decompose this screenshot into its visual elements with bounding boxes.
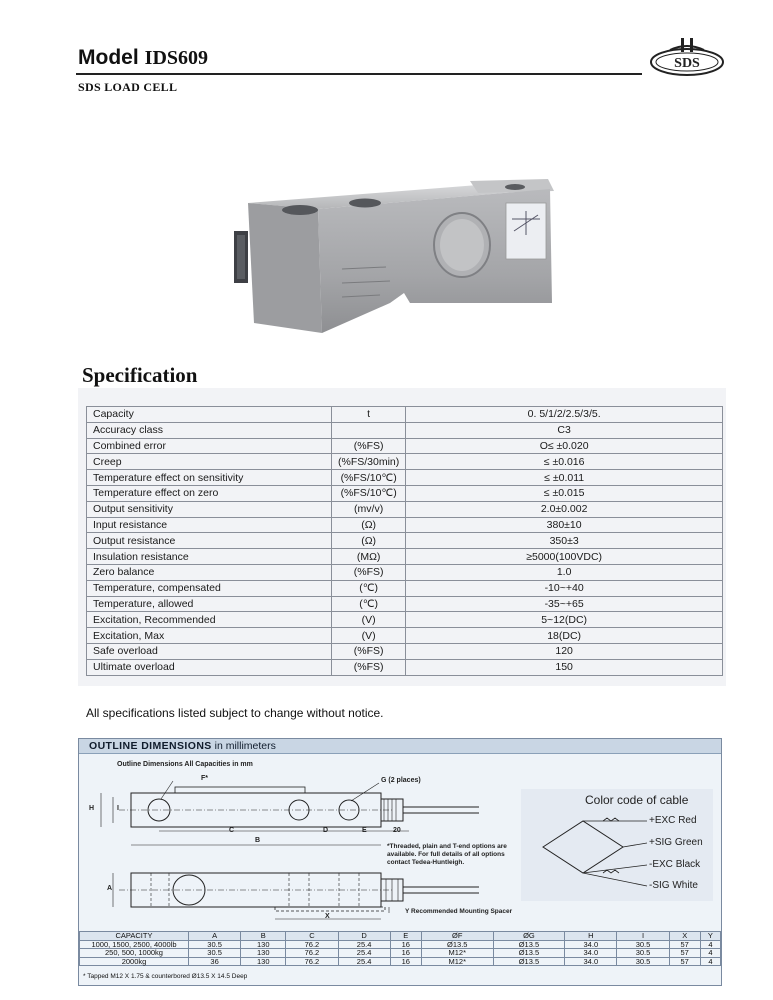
dimensions-cell: Ø13.5 [493, 949, 565, 958]
dimensions-cell: 25.4 [338, 949, 390, 958]
dimensions-cell: M12* [421, 957, 493, 966]
dimensions-cell: Ø13.5 [493, 940, 565, 949]
dim-label-20: 20 [393, 827, 401, 834]
logo-text: SDS [674, 56, 700, 71]
dimensions-cell: 30.5 [617, 957, 669, 966]
spec-value: 18(DC) [406, 628, 723, 644]
dimensions-cell: 16 [390, 957, 421, 966]
spec-name: Temperature, allowed [87, 596, 332, 612]
spec-unit: (MΩ) [332, 549, 406, 565]
dimensions-cell: 1000, 1500, 2500, 4000lb [80, 940, 189, 949]
dimensions-cell: 130 [241, 949, 286, 958]
spec-name: Excitation, Max [87, 628, 332, 644]
dimensions-cell: 36 [189, 957, 241, 966]
spec-row [87, 596, 723, 612]
spec-name: Input resistance [87, 517, 332, 533]
dim-label-x: X [325, 913, 330, 920]
spec-unit: (%FS/10℃) [332, 485, 406, 501]
spec-name: Accuracy class [87, 422, 332, 438]
spec-value: O≤ ±0.020 [406, 438, 723, 454]
mounting-spacer-note: Y Recommended Mounting Spacer [405, 908, 513, 915]
spec-row [87, 407, 723, 423]
dimensions-header-cell: C [286, 932, 338, 941]
cable-wire-sig-neg: -SIG White [649, 880, 698, 891]
dimensions-cell: 4 [700, 957, 720, 966]
dimensions-cell: 57 [669, 957, 700, 966]
spec-value: -35~+65 [406, 596, 723, 612]
spec-value: ≤ ±0.015 [406, 485, 723, 501]
dim-label-b: B [255, 837, 261, 844]
dimensions-cell: M12* [421, 949, 493, 958]
spec-value: -10~+40 [406, 580, 723, 596]
spec-row [87, 612, 723, 628]
spec-name: Insulation resistance [87, 549, 332, 565]
dimensions-cell: 130 [241, 940, 286, 949]
dimensions-cell: 130 [241, 957, 286, 966]
dimensions-header-row [80, 932, 721, 941]
spec-name: Combined error [87, 438, 332, 454]
dimensions-header-cell: A [189, 932, 241, 941]
dimensions-cell: 16 [390, 940, 421, 949]
dimensions-header-cell: ØG [493, 932, 565, 941]
dim-label-a: A [107, 885, 113, 892]
dimensions-cell: 57 [669, 940, 700, 949]
dimensions-cell: 34.0 [565, 940, 617, 949]
dimensions-cell: 30.5 [617, 940, 669, 949]
dimensions-header-cell: I [617, 932, 669, 941]
dimensions-row [80, 940, 721, 949]
dim-label-h: H [89, 805, 95, 812]
spec-unit: (%FS) [332, 659, 406, 675]
spec-row [87, 549, 723, 565]
spec-unit: (%FS) [332, 564, 406, 580]
spec-name: Capacity [87, 407, 332, 423]
spec-row [87, 438, 723, 454]
spec-value: ≤ ±0.016 [406, 454, 723, 470]
dimensions-cell: 34.0 [565, 957, 617, 966]
dimensions-table [79, 931, 721, 966]
spec-unit: (mv/v) [332, 501, 406, 517]
spec-name: Output sensitivity [87, 501, 332, 517]
spec-unit: (%FS/10℃) [332, 470, 406, 486]
dimensions-header-cell: D [338, 932, 390, 941]
outline-options-note: *Threaded, plain and T-end options are available. For full details of all options contact Tedea-Huntleigh. [387, 843, 507, 866]
spec-name: Zero balance [87, 564, 332, 580]
spec-name: Safe overload [87, 643, 332, 659]
dimensions-cell: 57 [669, 949, 700, 958]
spec-name: Ultimate overload [87, 659, 332, 675]
dimensions-cell: 30.5 [189, 949, 241, 958]
cable-wire-exc-neg: -EXC Black [649, 859, 701, 870]
cable-wire-exc-pos: +EXC Red [649, 815, 697, 826]
spec-unit [332, 422, 406, 438]
dimensions-header-cell: B [241, 932, 286, 941]
dimensions-cell: 2000kg [80, 957, 189, 966]
dimensions-cell: 76.2 [286, 957, 338, 966]
spec-unit: (%FS) [332, 438, 406, 454]
dim-label-f: F* [201, 775, 208, 782]
outline-subheading: Outline Dimensions All Capacities in mm [117, 761, 253, 768]
outline-heading-units: in millimeters [214, 740, 276, 752]
dimensions-cell: 4 [700, 949, 720, 958]
dim-label-d: D [323, 827, 329, 834]
dimensions-header-cell: X [669, 932, 700, 941]
dimensions-cell: 250, 500, 1000kg [80, 949, 189, 958]
load-cell-photo [230, 175, 560, 345]
outline-dimensions-panel [78, 738, 722, 986]
dimensions-cell: 76.2 [286, 940, 338, 949]
outline-header-bar [79, 739, 721, 754]
dimensions-cell: Ø13.5 [421, 940, 493, 949]
cable-color-code [521, 789, 713, 901]
spec-row [87, 580, 723, 596]
spec-unit: t [332, 407, 406, 423]
model-label: Model [78, 46, 139, 69]
change-notice: All specifications listed subject to change without notice. [86, 706, 384, 720]
spec-name: Excitation, Recommended [87, 612, 332, 628]
outline-heading [89, 740, 276, 752]
model-number: IDS609 [144, 47, 209, 69]
dim-label-i: I [117, 805, 119, 812]
spec-value: 120 [406, 643, 723, 659]
spec-value: 150 [406, 659, 723, 675]
spec-name: Temperature effect on sensitivity [87, 470, 332, 486]
dimensions-cell: 76.2 [286, 949, 338, 958]
spec-value: 380±10 [406, 517, 723, 533]
cable-color-title: Color code of cable [585, 793, 689, 807]
dimensions-header-cell: Y [700, 932, 720, 941]
spec-value: 0. 5/1/2/2.5/3/5. [406, 407, 723, 423]
spec-row [87, 454, 723, 470]
page-subtitle: SDS LOAD CELL [78, 80, 178, 94]
outline-heading-bold: OUTLINE DIMENSIONS [89, 740, 212, 752]
dim-label-g: G (2 places) [381, 777, 421, 784]
spec-row [87, 422, 723, 438]
spec-row [87, 643, 723, 659]
dimensions-row [80, 957, 721, 966]
spec-value: C3 [406, 422, 723, 438]
spec-name: Creep [87, 454, 332, 470]
spec-value: ≤ ±0.011 [406, 470, 723, 486]
spec-value: 350±3 [406, 533, 723, 549]
spec-row [87, 501, 723, 517]
specification-table [86, 406, 723, 676]
page-title [78, 46, 208, 70]
dim-label-c: C [229, 827, 235, 834]
spec-unit: (%FS) [332, 643, 406, 659]
spec-value: 1.0 [406, 564, 723, 580]
dimensions-header-cell: ØF [421, 932, 493, 941]
spec-row [87, 564, 723, 580]
tapped-footnote: * Tapped M12 X 1.75 & counterbored Ø13.5 X 14.5 Deep [83, 973, 248, 980]
spec-unit: (Ω) [332, 517, 406, 533]
dimensions-cell: 25.4 [338, 940, 390, 949]
spec-row [87, 628, 723, 644]
outline-drawing [79, 753, 519, 931]
spec-row [87, 517, 723, 533]
specification-panel [78, 388, 726, 686]
specification-title: Specification [82, 363, 198, 387]
dimensions-cell: 34.0 [565, 949, 617, 958]
cable-wire-sig-pos: +SIG Green [649, 837, 703, 848]
spec-unit: (V) [332, 612, 406, 628]
dim-label-e: E [362, 827, 367, 834]
spec-name: Temperature, compensated [87, 580, 332, 596]
header-rule [76, 73, 642, 75]
spec-name: Temperature effect on zero [87, 485, 332, 501]
spec-value: ≥5000(100VDC) [406, 549, 723, 565]
spec-unit: (%FS/30min) [332, 454, 406, 470]
dimensions-header-cell: E [390, 932, 421, 941]
spec-unit: (℃) [332, 596, 406, 612]
dimensions-cell: 30.5 [189, 940, 241, 949]
dimensions-header-cell: H [565, 932, 617, 941]
spec-name: Output resistance [87, 533, 332, 549]
spec-row [87, 533, 723, 549]
dimensions-cell: 30.5 [617, 949, 669, 958]
dimensions-row [80, 949, 721, 958]
spec-row [87, 470, 723, 486]
spec-row [87, 485, 723, 501]
dimensions-cell: 16 [390, 949, 421, 958]
spec-unit: (V) [332, 628, 406, 644]
spec-unit: (℃) [332, 580, 406, 596]
spec-unit: (Ω) [332, 533, 406, 549]
spec-value: 5~12(DC) [406, 612, 723, 628]
dimensions-header-cell: CAPACITY [80, 932, 189, 941]
dimensions-cell: 4 [700, 940, 720, 949]
sds-logo [648, 34, 726, 84]
dimensions-cell: Ø13.5 [493, 957, 565, 966]
spec-row [87, 659, 723, 675]
dimensions-cell: 25.4 [338, 957, 390, 966]
spec-value: 2.0±0.002 [406, 501, 723, 517]
